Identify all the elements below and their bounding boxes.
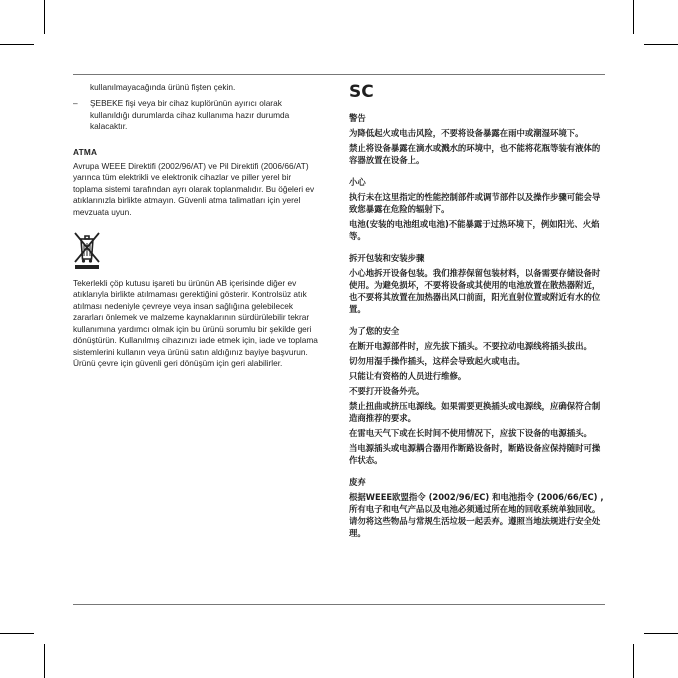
atma-text: Avrupa WEEE Direktifi (2002/96/AT) ve Pil Direktifi (2006/66/AT) yarınca tüm elektrikli ve elektronik cihazlar ve piller yerel bir toplama sistemi tarafından ayrı olarak toplanmalıdır. Bu öğeleri ev atıklarınızla birlikte atmayın. Güvenli atma talimatları için yerel mevzuata uyun. bbox=[73, 161, 315, 217]
continuation-text: kullanılmayacağında ürünü fişten çekin. bbox=[90, 82, 236, 92]
left-column bbox=[73, 82, 320, 369]
paragraph: 只能让有资格的人员进行维修。 bbox=[349, 371, 467, 381]
language-code: SC bbox=[349, 82, 374, 102]
paragraph: 在雷电天气下或在长时间不使用情况下，应拔下设备的电源插头。 bbox=[349, 428, 592, 438]
crop-mark bbox=[44, 0, 45, 34]
unpacking-section bbox=[349, 252, 605, 315]
crop-mark bbox=[644, 44, 678, 45]
safety-section bbox=[349, 325, 605, 466]
section-heading: 小心 bbox=[349, 177, 366, 187]
paragraph: 当电源插头或电源耦合器用作断路设备时，断路设备应保持随时可操作状态。 bbox=[349, 443, 601, 465]
section-heading: 为了您的安全 bbox=[349, 326, 400, 336]
disposal-text: Tekerlekli çöp kutusu işareti bu ürünün AB içerisinde diğer ev atıklarıyla birlikte atılmaması gerektiğini gösterir. Kontrolsüz atık atılması nedeniyle çevreye veya insan sağlığına gelebilecek zararları önlemek ve malzeme kaynaklarının sürdürülebilir tekrar kullanımına yardımcı olmak için bu ürünü sorumlu bir şekilde geri dönüştürün. Kullanılmış cihazınızı iade etmek için, iade ve toplama sistemlerini kullanın veya ürünü satın aldığınız bayiye başvurun. Ürünü çevre için güvenli geri dönüşüm için geri alabilirler. bbox=[73, 278, 318, 368]
paragraph: 电池(安装的电池组或电池)不能暴露于过热环境下，例如阳光、火焰等。 bbox=[349, 219, 600, 241]
section-heading: 警告 bbox=[349, 113, 366, 123]
paragraph: 禁止将设备暴露在滴水或溅水的环境中，也不能将花瓶等装有液体的容器放置在设备上。 bbox=[349, 143, 601, 165]
right-column bbox=[349, 82, 605, 539]
bottom-rule bbox=[73, 604, 605, 605]
crop-mark bbox=[44, 644, 45, 678]
crossed-out-bin-icon bbox=[73, 230, 101, 270]
caution-section bbox=[349, 176, 605, 242]
crop-mark bbox=[0, 633, 34, 634]
bullet-text: ŞEBEKE fişi veya bir cihaz kuplörünün ayırıcı olarak kullanıldığı durumlarda cihaz kullanıma hazır durumda kalacaktır. bbox=[90, 98, 290, 132]
paragraph: 根据WEEE欧盟指令 (2002/96/EC) 和电池指令 (2006/66/EC) , 所有电子和电气产品以及电池必须通过所在地的回收系统单独回收。请勿将这些物品与常规生活垃圾一起丢弃。遵照当地法规进行安全处理。 bbox=[349, 492, 604, 538]
paragraph: 为降低起火或电击风险，不要将设备暴露在雨中或潮湿环境下。 bbox=[349, 128, 584, 138]
atma-heading: ATMA bbox=[73, 146, 98, 157]
crop-mark bbox=[644, 633, 678, 634]
paragraph: 在断开电源部件时，应先拔下插头。不要拉动电源线将插头拔出。 bbox=[349, 341, 592, 351]
paragraph: 切勿用湿手操作插头，这样会导致起火或电击。 bbox=[349, 356, 525, 366]
paragraph: 禁止扭曲或挤压电源线。如果需要更换插头或电源线，应确保符合制造商推荐的要求。 bbox=[349, 401, 601, 423]
paragraph: 小心地拆开设备包装。我们推荐保留包装材料，以备需要存储设备时使用。为避免损坏，不要将设备或其使用的电池放置在散热器附近，也不要将其放置在加热器出风口前面，阳光直射位置或附近有水的位置。 bbox=[349, 268, 601, 314]
crop-mark bbox=[633, 644, 634, 678]
disposal-section bbox=[349, 476, 605, 539]
crop-mark bbox=[0, 44, 34, 45]
paragraph: 执行未在这里指定的性能控制部件或调节部件以及操作步骤可能会导致您暴露在危险的辐射下。 bbox=[349, 192, 601, 214]
paragraph: 不要打开设备外壳。 bbox=[349, 386, 425, 396]
section-heading: 废弃 bbox=[349, 477, 366, 487]
top-rule bbox=[73, 74, 605, 75]
bullet-dash: – bbox=[73, 98, 78, 109]
section-heading: 拆开包装和安装步骤 bbox=[349, 253, 425, 263]
crop-mark bbox=[633, 0, 634, 34]
bullet-item bbox=[73, 98, 320, 132]
warning-section bbox=[349, 112, 605, 166]
